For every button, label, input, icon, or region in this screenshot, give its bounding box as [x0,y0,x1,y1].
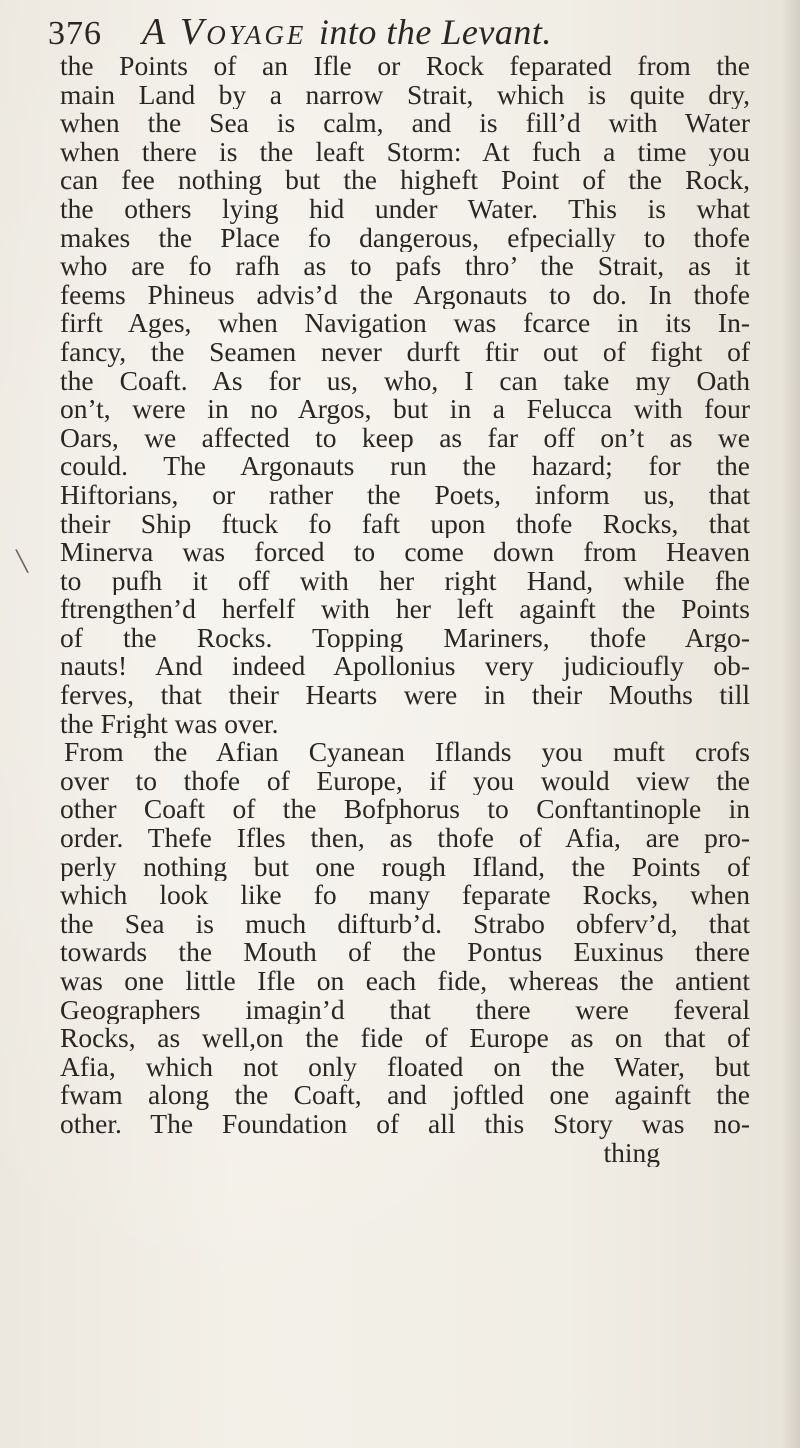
text-line: the Coaft. As for us, who, I can take my Oath [60,366,750,396]
text-line: main Land by a narrow Strait, which is quite dry, [60,80,750,110]
text-line: to pufh it off with her right Hand, while fhe [60,566,750,596]
text-line: the Sea is much difturb’d. Strabo obferv’d, that [60,909,750,939]
text-line: feems Phineus advis’d the Argonauts to do. In thofe [60,280,750,310]
running-title [142,10,552,54]
text-line: their Ship ftuck fo faft upon thofe Rocks, that [60,509,750,539]
text-line: over to thofe of Europe, if you would view the [60,766,750,796]
text-line: fwam along the Coaft, and joftled one againft the [60,1081,750,1110]
text-line: could. The Argonauts run the hazard; for the [60,452,750,481]
paragraph-end-line: the Fright was over. [60,709,279,739]
running-header [48,10,748,54]
text-line: Rocks, as well,on the fide of Europe as on that of [60,1024,750,1053]
text-line: fancy, the Seamen never durft ftir out of fight of [60,337,750,367]
catchword: thing [603,1138,660,1168]
text-line: was one little Ifle on each fide, whereas the antient [60,967,750,996]
text-line: other. The Foundation of all this Story was no- [60,1109,750,1139]
text-line: order. Thefe Ifles then, as thofe of Afia, are pro- [60,824,750,853]
text-line: Minerva was forced to come down from Heaven [60,538,750,567]
text-line: nauts! And indeed Apollonius very judicioufly ob- [60,652,750,682]
text-line: ftrengthen’d herfelf with her left againft the Points [60,595,750,624]
text-line: towards the Mouth of the Pontus Euxinus there [60,938,750,967]
text-line: firft Ages, when Navigation was fcarce in its In- [60,309,750,338]
running-title-caps: A Voyage [142,11,307,53]
paragraph-start-line: From the Afian Cyanean Iflands you muft crofs [64,738,750,767]
text-line: the Points of an Ifle or Rock feparated from the [60,52,750,81]
text-line: perly nothing but one rough Ifland, the Points of [60,852,750,882]
text-line: Geographers imagin’d that there were feveral [60,995,750,1025]
margin-mark: ╲ [16,551,29,573]
text-line: on’t, were in no Argos, but in a Felucca with four [60,395,750,424]
text-line: makes the Place fo dangerous, efpecially to thofe [60,223,750,253]
text-line: ferves, that their Hearts were in their Mouths till [60,681,750,710]
text-line: can fee nothing but the higheft Point of the Rock, [60,166,750,195]
text-line: the others lying hid under Water. This is what [60,194,750,224]
page-edge-shadow [782,0,800,1448]
body-text [60,52,750,1167]
page-number: 376 [48,15,102,52]
running-title-rest: into the Levant. [318,12,552,52]
text-line: Hiftorians, or rather the Poets, inform us, that [60,480,750,510]
text-line: of the Rocks. Topping Mariners, thofe Argo- [60,623,750,653]
text-line: Oars, we affected to keep as far off on’t as we [60,423,750,453]
text-line: when the Sea is calm, and is fill’d with Water [60,109,750,138]
text-line: Afia, which not only floated on the Water, but [60,1052,750,1082]
text-line: other Coaft of the Bofphorus to Conftantinople in [60,795,750,825]
text-line: when there is the leaft Storm: At fuch a time you [60,137,750,167]
text-line: which look like fo many feparate Rocks, when [60,881,750,910]
text-line: who are fo rafh as to pafs thro’ the Strait, as it [60,252,750,281]
